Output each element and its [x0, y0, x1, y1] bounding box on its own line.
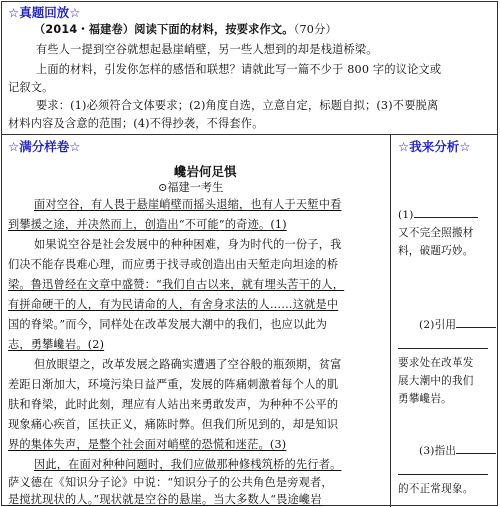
section-header-analysis: ☆我来分析☆	[398, 139, 471, 154]
analysis-text: 的不正常现象。	[398, 483, 474, 495]
analysis-text: 又不完全照搬材	[398, 227, 474, 239]
section-header-sample: ☆满分样卷☆	[8, 139, 81, 154]
essay-line: 有拼命硬干的人，有为民请命的人，有舍身求法的人……这就是中	[8, 298, 339, 311]
essay-author: ⊙福建一考生	[158, 181, 224, 194]
prompt-material: 有些人一提到空谷就想起悬崖峭壁，另一些人想到的却是栈道桥梁。	[36, 43, 378, 56]
answer-blank[interactable]	[414, 217, 478, 218]
essay-line: 萨义德在《知识分子论》中说：“知识分子的公共角色是旁观者，	[8, 476, 333, 489]
section-header-real-exam: ☆真题回放☆	[8, 5, 81, 20]
essay-line: 面对空谷，有人畏于悬崖峭壁而摇头退缩，也有人于天堑中看	[34, 198, 342, 211]
essay-line: 肤和脊梁，此时此刻，理应有人站出来勇敢发声，为种种不公平的	[8, 398, 339, 411]
essay-line: 界的集体失声，是整个社会面对峭壁的恐慌和迷茫。(3)	[8, 438, 287, 451]
prompt-requirements-line-2: 材料内容及含意的范围；(4)不得抄袭，不得套作。	[8, 117, 264, 130]
answer-blank[interactable]	[398, 464, 488, 475]
analysis-item-1: (1)	[398, 208, 478, 222]
analysis-text: 要求处在改革发	[398, 357, 474, 369]
prompt-question-line-1: 上面的材料，引发你怎样的感悟和联想？请就此写一篇不少于 800 字的议论文或	[36, 63, 442, 76]
essay-line: 但放眼望之，改革发展之路确实遭遇了空谷般的瓶颈期，贫富	[34, 358, 342, 371]
analysis-item-2: (2)引用	[398, 318, 496, 332]
essay-line: 差距日渐加大，环境污染日益严重，发展的阵痛刺激着每个人的肌	[8, 378, 339, 391]
answer-blank[interactable]	[456, 453, 496, 454]
essay-line: 如果说空谷是社会发展中的种种困难，身为时代的一份子，我	[34, 238, 342, 251]
essay-line: 现象痛心疾首，匡扶正义，痛陈时弊。但我们所见到的，却是知识	[8, 418, 339, 431]
answer-blank-line	[398, 338, 488, 353]
column-divider	[390, 135, 391, 507]
essay-line: 们决不能存畏难心理，而应勇于找寻或创造出由天堑走向坦途的桥	[8, 258, 339, 271]
essay-line: 到攀援之途，并决然而上，创造出“不可能”的奇迹。(1)	[8, 218, 287, 231]
prompt-question-line-2: 记叙文。	[8, 81, 54, 94]
essay-line: 志，勇攀巉岩。(2)	[8, 338, 105, 351]
essay-line: 是搅扰现状的人。”现状就是空谷的悬崖。当大多数人“畏途巉岩	[8, 493, 322, 506]
essay-line: 因此，在面对种种问题时，我们应做那种修桟筑桥的先行者。	[34, 458, 342, 471]
worksheet	[1, 1, 498, 506]
prompt-points: （70分）	[293, 23, 337, 36]
analysis-text: 勇攀巉岩。	[398, 393, 452, 405]
prompt-title	[34, 23, 337, 37]
prompt-source: （2014・福建卷）	[34, 23, 135, 36]
analysis-text: 料，破题巧妙。	[398, 245, 474, 257]
answer-blank[interactable]	[398, 338, 488, 349]
analysis-item-3: (3)指出	[398, 444, 496, 458]
essay-title: 巉岩何足惧	[174, 164, 237, 179]
essay-line: 国的脊梁。”而今，同样处在改革发展大潮中的我们，也应以此为	[8, 318, 328, 331]
essay-line: 梁。鲁迅曾经在文章中盛赞：“我们自古以来，就有埋头苦干的人，	[8, 278, 345, 291]
prompt-instruction: 阅读下面的材料，按要求作文。	[134, 23, 294, 36]
answer-blank[interactable]	[456, 327, 496, 328]
prompt-requirements-line-1: 要求：(1)必须符合文体要求；(2)角度自选，立意自定，标题自拟；(3)不要脱离	[36, 99, 439, 112]
answer-blank-line	[398, 464, 488, 479]
exam-question-section	[2, 2, 497, 135]
analysis-text: 展大潮中的我们	[398, 375, 474, 387]
